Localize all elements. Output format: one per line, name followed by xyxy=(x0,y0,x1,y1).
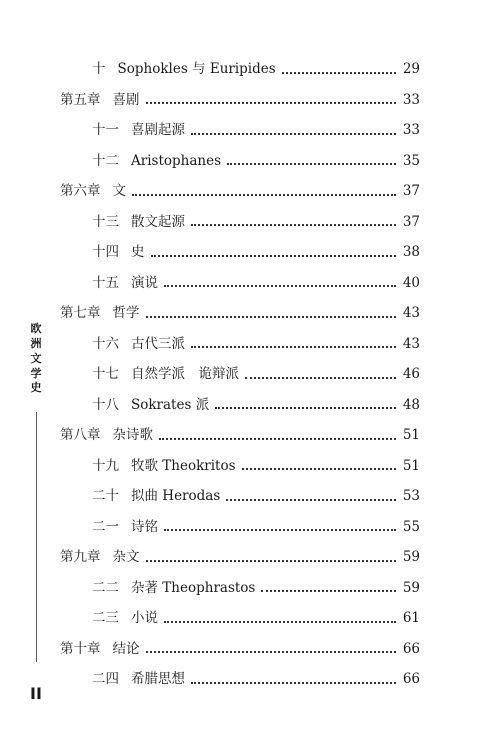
toc-title: 散文起源 xyxy=(131,213,185,230)
toc-page-number: 29 xyxy=(402,61,420,78)
toc-leader-dots xyxy=(146,101,397,104)
toc-number: 十一 xyxy=(92,122,119,139)
toc-number: 十三 xyxy=(92,213,119,230)
toc-title: 演说 xyxy=(131,274,158,291)
toc-number: 第六章 xyxy=(60,183,101,200)
running-title-char: 学 xyxy=(30,366,42,380)
toc-leader-dots xyxy=(226,498,396,501)
toc-page-number: 33 xyxy=(402,122,420,139)
toc-leader-dots xyxy=(282,71,396,74)
toc-page-number: 66 xyxy=(402,671,420,688)
toc-number: 二四 xyxy=(92,671,119,688)
toc-title: 牧歌 Theokritos xyxy=(131,457,236,474)
toc-leader-dots xyxy=(159,437,396,440)
toc-leader-dots xyxy=(245,376,396,379)
toc-title: 结论 xyxy=(112,640,140,657)
toc-section-row xyxy=(92,454,420,480)
toc-title: 自然学派 诡辩派 xyxy=(131,366,239,383)
toc-page-number: 51 xyxy=(402,457,420,474)
toc-chapter-row xyxy=(60,179,420,205)
toc-title: 杂文 xyxy=(112,549,140,566)
toc-section-row xyxy=(92,149,420,175)
toc-section-row xyxy=(92,362,420,388)
toc-leader-dots xyxy=(191,223,396,226)
toc-title: 文 xyxy=(112,183,126,200)
toc-leader-dots xyxy=(261,589,396,592)
running-title-char: 欧 xyxy=(30,322,42,335)
toc-leader-dots xyxy=(191,345,396,348)
toc-number: 二二 xyxy=(92,579,119,596)
toc-leader-dots xyxy=(215,406,396,409)
toc-page-number: 35 xyxy=(402,152,420,169)
toc-number: 二一 xyxy=(92,518,119,535)
toc-page-number: 46 xyxy=(402,366,420,383)
toc-leader-dots xyxy=(242,467,396,470)
toc-chapter-row xyxy=(60,301,420,327)
toc-leader-dots xyxy=(132,193,396,196)
toc-chapter-row xyxy=(60,88,420,114)
toc-title: 喜剧起源 xyxy=(131,122,185,139)
toc-page-number: 43 xyxy=(402,335,420,352)
toc-page-number: 59 xyxy=(402,579,420,596)
toc-number: 十二 xyxy=(92,152,119,169)
toc-leader-dots xyxy=(146,559,397,562)
toc-section-row xyxy=(92,57,420,83)
toc-section-row xyxy=(92,210,420,236)
toc-page-number: 66 xyxy=(402,640,420,657)
toc-leader-dots xyxy=(164,528,396,531)
toc-title: 杂著 Theophrastos xyxy=(131,579,256,596)
toc-page-number: 55 xyxy=(402,518,420,535)
toc-page-number: 38 xyxy=(402,244,420,261)
toc-section-row xyxy=(92,576,420,602)
toc-page-number: 37 xyxy=(402,213,420,230)
toc-page-number: 37 xyxy=(402,183,420,200)
toc-chapter-row xyxy=(60,423,420,449)
toc-title: Sokrates 派 xyxy=(131,396,210,413)
toc-page-number: 43 xyxy=(402,305,420,322)
toc-chapter-row xyxy=(60,545,420,571)
toc-title: 小说 xyxy=(131,610,158,627)
running-title-char: 史 xyxy=(30,381,42,395)
toc-leader-dots xyxy=(146,650,397,653)
toc-page-number: 53 xyxy=(402,488,420,505)
toc-title: 喜剧 xyxy=(112,91,140,108)
toc-section-row xyxy=(92,393,420,419)
toc-number: 十八 xyxy=(92,396,119,413)
toc-section-row xyxy=(92,271,420,297)
toc-number: 第九章 xyxy=(60,549,101,566)
toc-title: 哲学 xyxy=(112,305,140,322)
toc-number: 第十章 xyxy=(60,640,101,657)
toc-title: 诗铭 xyxy=(131,518,158,535)
toc-leader-dots xyxy=(191,132,396,135)
toc-number: 第八章 xyxy=(60,427,101,444)
toc-section-row xyxy=(92,332,420,358)
toc-page-number: 51 xyxy=(402,427,420,444)
running-title-char: 洲 xyxy=(30,336,42,350)
toc-leader-dots xyxy=(191,681,396,684)
toc-chapter-row xyxy=(60,637,420,663)
toc-leader-dots xyxy=(227,162,396,165)
running-title-char: 文 xyxy=(30,351,42,365)
toc-title: Aristophanes xyxy=(131,152,221,169)
toc-page-number: 48 xyxy=(402,396,420,413)
toc-page-number: 59 xyxy=(402,549,420,566)
toc-page-number: 40 xyxy=(402,274,420,291)
toc-title: 史 xyxy=(131,244,145,261)
toc-section-row xyxy=(92,606,420,632)
toc-leader-dots xyxy=(164,284,396,287)
toc-number: 十四 xyxy=(92,244,119,261)
toc-leader-dots xyxy=(164,620,396,623)
toc-number: 十九 xyxy=(92,457,119,474)
toc-number: 十五 xyxy=(92,274,119,291)
toc-leader-dots xyxy=(146,315,397,318)
toc-number: 第五章 xyxy=(60,91,101,108)
toc-number: 第七章 xyxy=(60,305,101,322)
toc-title: 拟曲 Herodas xyxy=(131,488,221,505)
toc-number: 十 xyxy=(92,61,106,78)
toc-page-number: 61 xyxy=(402,610,420,627)
toc-title: 杂诗歌 xyxy=(112,427,153,444)
toc-page-number: 33 xyxy=(402,91,420,108)
toc-number: 二十 xyxy=(92,488,119,505)
toc-number: 十六 xyxy=(92,335,119,352)
toc-number: 二三 xyxy=(92,610,119,627)
toc-section-row xyxy=(92,667,420,693)
margin-rule xyxy=(36,412,37,662)
toc-title: 古代三派 xyxy=(131,335,185,352)
toc-section-row xyxy=(92,118,420,144)
running-title-vertical xyxy=(26,322,46,396)
toc-number: 十七 xyxy=(92,366,119,383)
toc-leader-dots xyxy=(151,254,397,257)
toc-title: 希腊思想 xyxy=(131,671,185,688)
toc-title: Sophokles 与 Euripides xyxy=(117,61,276,78)
toc-section-row xyxy=(92,515,420,541)
toc-section-row xyxy=(92,484,420,510)
page-folio: II xyxy=(30,684,42,703)
toc-section-row xyxy=(92,240,420,266)
